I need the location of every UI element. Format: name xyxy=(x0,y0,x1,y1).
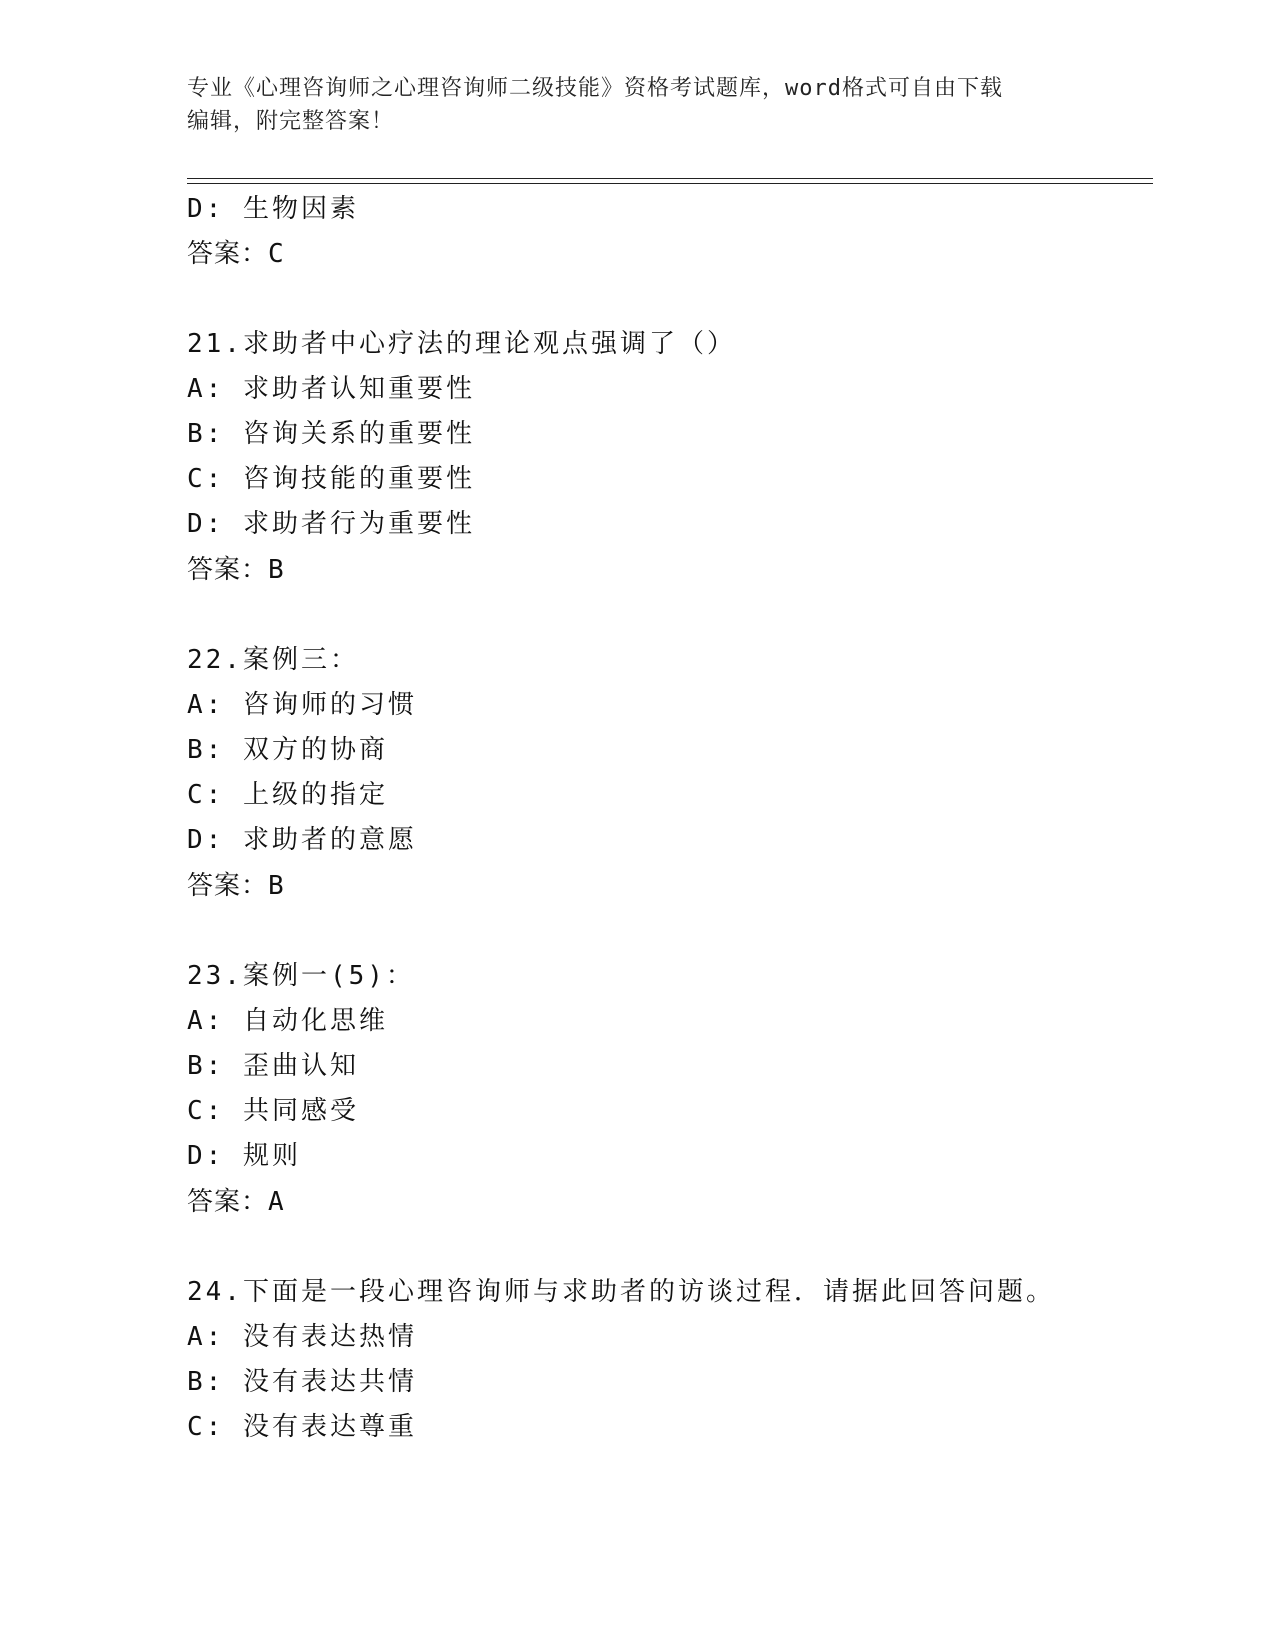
question-23-option-b: B: 歪曲认知 xyxy=(187,1051,359,1081)
answer-value: C xyxy=(268,239,285,269)
question-21-answer xyxy=(187,553,285,587)
question-22-answer xyxy=(187,869,285,903)
header-line-1: 专业《心理咨询师之心理咨询师二级技能》资格考试题库，word格式可自由下载 xyxy=(187,76,1003,101)
question-24-option-c: C: 没有表达尊重 xyxy=(187,1412,417,1442)
question-24-option-a: A: 没有表达热情 xyxy=(187,1322,417,1352)
question-22-stem: 22.案例三： xyxy=(187,645,359,675)
answer-value: A xyxy=(268,1187,285,1217)
header-rule-top xyxy=(187,178,1153,179)
answer-label: 答案： xyxy=(187,239,269,269)
answer-value: B xyxy=(268,871,285,901)
question-21-option-b: B: 咨询关系的重要性 xyxy=(187,419,475,449)
header-line-2: 编辑，附完整答案！ xyxy=(187,109,395,134)
answer-value: B xyxy=(268,555,285,585)
question-23-answer xyxy=(187,1185,285,1219)
question-24-stem: 24.下面是一段心理咨询师与求助者的访谈过程．请据此回答问题。 xyxy=(187,1277,1055,1307)
question-21-option-a: A: 求助者认知重要性 xyxy=(187,374,475,404)
question-22-option-a: A: 咨询师的习惯 xyxy=(187,690,417,720)
answer-label: 答案： xyxy=(187,555,269,585)
question-23-option-c: C: 共同感受 xyxy=(187,1096,359,1126)
answer-label: 答案： xyxy=(187,1187,269,1217)
question-23-stem: 23.案例一(5)： xyxy=(187,961,415,991)
question-22-option-c: C: 上级的指定 xyxy=(187,780,388,810)
header-rule-bottom xyxy=(187,183,1153,184)
document-header xyxy=(187,72,1067,138)
question-24-option-b: B: 没有表达共情 xyxy=(187,1367,417,1397)
question-23-option-d: D: 规则 xyxy=(187,1141,301,1171)
question-23-option-a: A: 自动化思维 xyxy=(187,1006,388,1036)
question-21-stem: 21.求助者中心疗法的理论观点强调了（） xyxy=(187,329,736,359)
carryover-answer xyxy=(187,237,285,271)
carryover-option-d: D: 生物因素 xyxy=(187,194,359,224)
question-22-option-d: D: 求助者的意愿 xyxy=(187,825,417,855)
question-22-option-b: B: 双方的协商 xyxy=(187,735,388,765)
question-21-option-c: C: 咨询技能的重要性 xyxy=(187,464,475,494)
question-21-option-d: D: 求助者行为重要性 xyxy=(187,509,475,539)
answer-label: 答案： xyxy=(187,871,269,901)
